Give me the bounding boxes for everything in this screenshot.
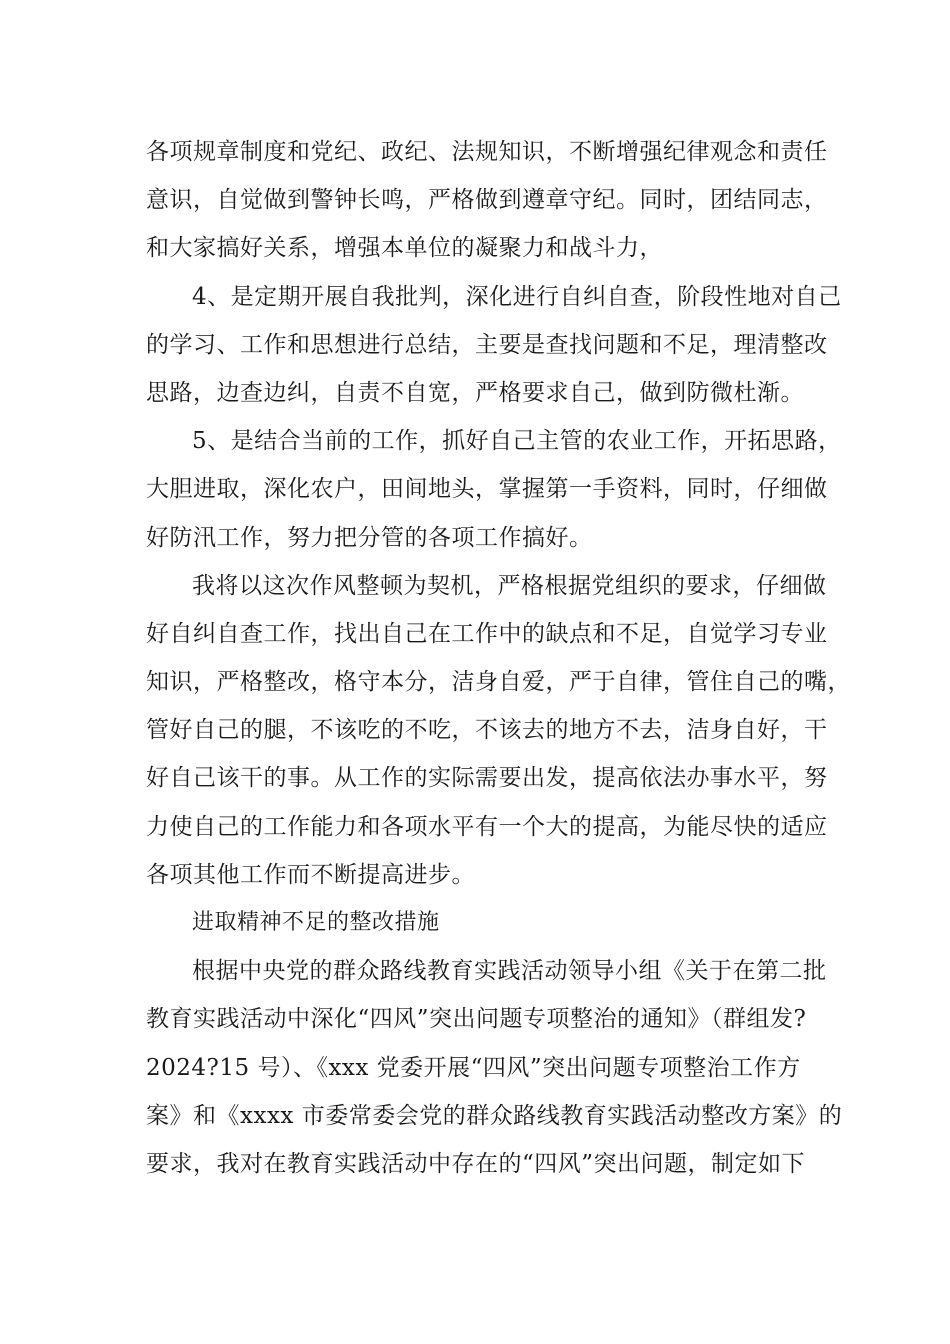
paragraph-start-line: 根据中央党的群众路线教育实践活动领导小组《关于在第二批 — [192, 958, 827, 985]
text-line: 的学习、工作和思想进行总结，主要是查找问题和不足，理清整改 — [146, 331, 828, 358]
document-body — [146, 128, 851, 1188]
paragraph-start-line: 我将以这次作风整顿为契机，严格根据党组织的要求，仔细做 — [192, 572, 827, 599]
text-line: 好防汛工作，努力把分管的各项工作搞好。 — [146, 524, 593, 551]
text-line: 要求，我对在教育实践活动中存在的“四风”突出问题，制定如下 — [146, 1150, 806, 1177]
text-line: 思路，边查边纠，自责不自宽，严格要求自己，做到防微杜渐。 — [146, 379, 804, 406]
text-line: 意识，自觉做到警钟长鸣，严格做到遵章守纪。同时，团结同志， — [146, 187, 828, 214]
text-line: 和大家搞好关系，增强本单位的凝聚力和战斗力， — [146, 235, 663, 262]
text-line: 案》和《xxxx 市委常委会党的群众路线教育实践活动整改方案》的 — [146, 1102, 843, 1129]
paragraph-start-line: 5、是结合当前的工作，抓好自己主管的农业工作，开拓思路， — [192, 428, 842, 455]
text-line: 各项规章制度和党纪、政纪、法规知识，不断增强纪律观念和责任 — [146, 139, 828, 165]
text-line: 2024?15 号）、《xxx 党委开展“四风”突出问题专项整治工作方 — [146, 1054, 801, 1081]
text-line: 好自纠自查工作，找出自己在工作中的缺点和不足，自觉学习专业 — [146, 620, 828, 647]
section-heading: 进取精神不足的整改措施 — [192, 910, 440, 935]
text-line: 力使自己的工作能力和各项水平有一个大的提高，为能尽快的适应 — [146, 813, 828, 840]
text-line: 好自己该干的事。从工作的实际需要出发，提高依法办事水平，努 — [146, 765, 828, 792]
text-line: 教育实践活动中深化“四风”突出问题专项整治的通知》（群组发? — [146, 1006, 807, 1033]
paragraph-start-line: 4、是定期开展自我批判，深化进行自纠自查，阶段性地对自己 — [192, 283, 842, 310]
text-line: 知识，严格整改，格守本分，洁身自爱，严于自律，管住自己的嘴， — [146, 669, 851, 696]
text-line: 各项其他工作而不断提高进步。 — [146, 861, 475, 888]
text-line: 管好自己的腿，不该吃的不吃，不该去的地方不去，洁身自好，干 — [146, 717, 828, 744]
text-line: 大胆进取，深化农户，田间地头，掌握第一手资料，同时，仔细做 — [146, 476, 828, 503]
